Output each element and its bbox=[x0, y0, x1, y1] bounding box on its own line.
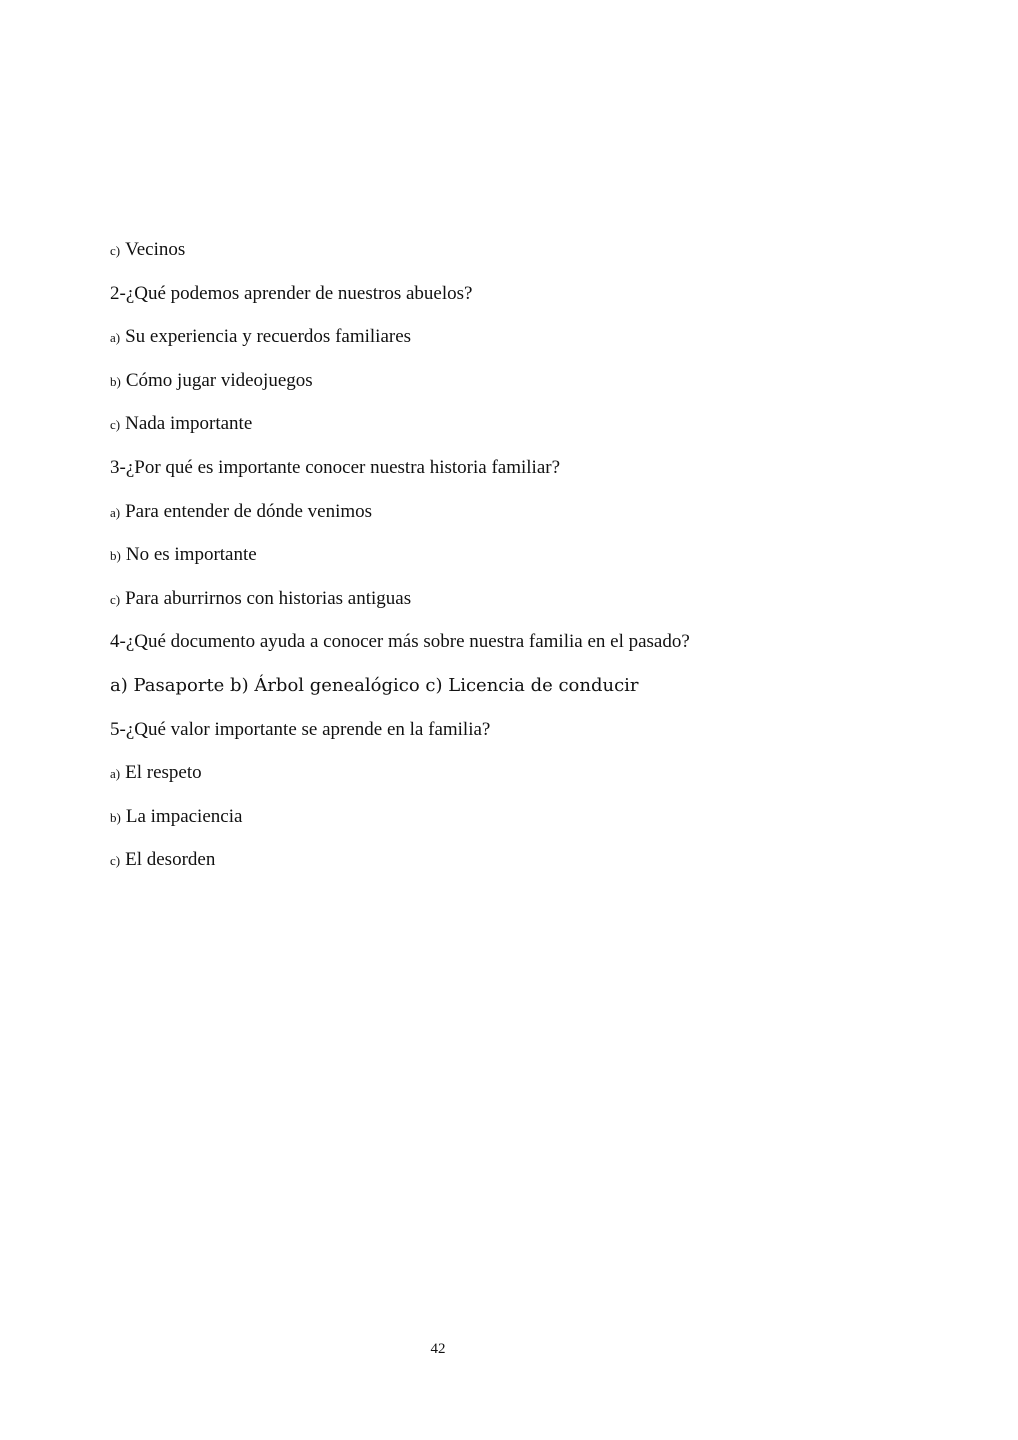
answer-option bbox=[110, 543, 910, 587]
answer-option bbox=[110, 761, 910, 805]
inline-answer-options bbox=[110, 674, 910, 718]
answer-option bbox=[110, 587, 910, 631]
inline-options-text: a) Pasaporte b) Árbol genealógico c) Licencia de conducir bbox=[110, 674, 639, 696]
option-text: Cómo jugar videojuegos bbox=[125, 369, 313, 391]
option-text: La impaciencia bbox=[125, 805, 243, 827]
answer-option bbox=[110, 848, 910, 892]
answer-option bbox=[110, 238, 910, 282]
option-marker: b) bbox=[110, 373, 121, 389]
question-5 bbox=[110, 718, 910, 762]
option-text: No es importante bbox=[125, 544, 257, 566]
answer-option bbox=[110, 500, 910, 544]
question-text: 4-¿Qué documento ayuda a conocer más sobre nuestra familia en el pasado? bbox=[110, 631, 690, 653]
option-marker: c) bbox=[110, 853, 121, 869]
option-text: El desorden bbox=[125, 849, 216, 871]
option-marker: c) bbox=[110, 243, 121, 258]
option-marker: a) bbox=[110, 504, 121, 520]
answer-option bbox=[110, 412, 910, 456]
answer-option bbox=[110, 805, 910, 849]
option-text: Su experiencia y recuerdos familiares bbox=[125, 326, 412, 348]
option-text: El respeto bbox=[125, 762, 202, 784]
option-text: Nada importante bbox=[125, 413, 253, 435]
option-text: Para entender de dónde venimos bbox=[125, 500, 373, 522]
option-marker: c) bbox=[110, 591, 121, 607]
option-text: Para aburrirnos con historias antiguas bbox=[125, 587, 412, 609]
question-3 bbox=[110, 456, 910, 500]
question-text: 3-¿Por qué es importante conocer nuestra historia familiar? bbox=[110, 456, 561, 478]
quiz-content bbox=[110, 238, 910, 892]
answer-option bbox=[110, 325, 910, 369]
question-text: 2-¿Qué podemos aprender de nuestros abuelos? bbox=[110, 282, 473, 304]
option-text: Vecinos bbox=[125, 239, 186, 260]
question-2 bbox=[110, 282, 910, 326]
page-number: 42 bbox=[430, 1341, 446, 1357]
question-4 bbox=[110, 630, 910, 674]
option-marker: a) bbox=[110, 330, 121, 346]
option-marker: c) bbox=[110, 417, 121, 433]
option-marker: b) bbox=[110, 548, 121, 564]
option-marker: b) bbox=[110, 809, 121, 825]
option-marker: a) bbox=[110, 766, 121, 782]
answer-option bbox=[110, 369, 910, 413]
question-text: 5-¿Qué valor importante se aprende en la familia? bbox=[110, 718, 491, 740]
